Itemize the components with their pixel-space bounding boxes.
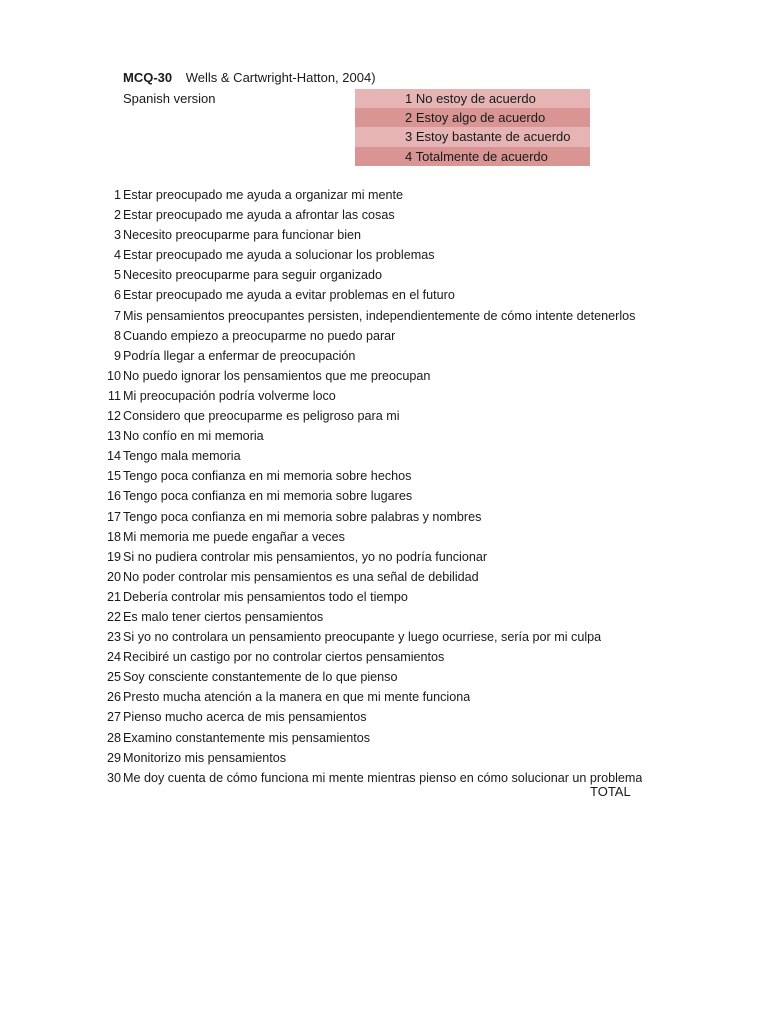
legend-row: 1 No estoy de acuerdo [355, 89, 590, 108]
item-text: Recibiré un castigo por no controlar ciertos pensamientos [123, 650, 445, 665]
item-number: 13 [106, 429, 121, 444]
total-label: TOTAL [590, 784, 631, 799]
item-text: Me doy cuenta de cómo funciona mi mente mientras pienso en cómo solucionar un problema [123, 770, 643, 785]
list-item [0, 728, 768, 748]
item-number: 21 [106, 589, 121, 604]
list-item [0, 245, 768, 265]
item-text: Si no pudiera controlar mis pensamientos, yo no podría funcionar [123, 549, 488, 564]
item-text: Estar preocupado me ayuda a afrontar las cosas [123, 208, 395, 223]
item-text: Tengo mala memoria [123, 449, 241, 464]
list-item [0, 185, 768, 205]
item-text: Estar preocupado me ayuda a organizar mi mente [123, 188, 404, 202]
item-number: 9 [113, 348, 121, 363]
item-text: Necesito preocuparme para funcionar bien [123, 228, 362, 243]
list-item [0, 748, 768, 768]
item-text: Mis pensamientos preocupantes persisten, independientemente de cómo intente detenerlos [123, 308, 636, 323]
item-text: Estar preocupado me ayuda a solucionar los problemas [123, 248, 435, 263]
version-label: Spanish version [123, 91, 216, 106]
questionnaire-citation: Wells & Cartwright-Hatton, 2004) [185, 70, 376, 85]
list-item [0, 547, 768, 567]
item-text: Es malo tener ciertos pensamientos [123, 609, 324, 624]
item-number: 26 [106, 690, 121, 705]
item-text: Si yo no controlara un pensamiento preocupante y luego ocurriese, sería por mi culpa [123, 630, 602, 645]
item-text: Mi memoria me puede engañar a veces [123, 529, 345, 544]
item-number: 16 [106, 489, 121, 504]
item-number: 11 [107, 388, 121, 403]
item-list [0, 185, 768, 788]
item-text: No confío en mi memoria [123, 429, 264, 444]
list-item [0, 446, 768, 466]
item-number: 3 [113, 228, 121, 243]
list-item [0, 346, 768, 366]
item-number: 27 [106, 710, 121, 725]
item-number: 20 [106, 569, 121, 584]
item-number: 28 [106, 730, 121, 745]
item-number: 17 [106, 509, 121, 524]
list-item [0, 607, 768, 627]
list-item [0, 466, 768, 486]
item-number: 29 [106, 750, 121, 765]
list-item [0, 687, 768, 707]
rating-scale-legend [355, 89, 590, 166]
list-item [0, 285, 768, 305]
item-number: 18 [106, 529, 121, 544]
list-item [0, 707, 768, 727]
item-text: Mi preocupación podría volverme loco [123, 388, 336, 403]
item-text: Considero que preocuparme es peligroso para mi [123, 409, 400, 424]
item-number: 19 [106, 549, 121, 564]
list-item [0, 306, 768, 326]
item-text: Cuando empiezo a preocuparme no puedo parar [123, 328, 396, 343]
item-text: Soy consciente constantemente de lo que pienso [123, 670, 398, 685]
item-number: 23 [106, 630, 121, 645]
list-item [0, 225, 768, 245]
list-item [0, 507, 768, 527]
questionnaire-code: MCQ-30 [123, 70, 173, 85]
item-number: 30 [106, 770, 121, 785]
list-item [0, 486, 768, 506]
item-number: 24 [106, 650, 121, 665]
questionnaire-title [123, 70, 376, 85]
list-item [0, 265, 768, 285]
legend-row: 4 Totalmente de acuerdo [355, 147, 590, 166]
item-number: 10 [106, 368, 121, 383]
list-item [0, 326, 768, 346]
list-item [0, 205, 768, 225]
legend-row: 2 Estoy algo de acuerdo [355, 108, 590, 127]
item-number: 4 [113, 248, 121, 263]
item-number: 5 [113, 268, 121, 283]
item-number: 12 [106, 409, 121, 424]
list-item [0, 627, 768, 647]
item-number: 25 [106, 670, 121, 685]
item-text: Podría llegar a enfermar de preocupación [123, 348, 356, 363]
item-number: 1 [113, 188, 121, 202]
item-text: Necesito preocuparme para seguir organizado [123, 268, 383, 283]
item-number: 2 [113, 208, 121, 223]
list-item [0, 366, 768, 386]
item-text: No puedo ignorar los pensamientos que me preocupan [123, 368, 431, 383]
item-text: Tengo poca confianza en mi memoria sobre hechos [123, 469, 412, 484]
item-number: 8 [113, 328, 121, 343]
item-text: No poder controlar mis pensamientos es una señal de debilidad [123, 569, 479, 584]
legend-row: 3 Estoy bastante de acuerdo [355, 127, 590, 146]
list-item [0, 406, 768, 426]
list-item [0, 768, 768, 788]
list-item [0, 527, 768, 547]
item-text: Presto mucha atención a la manera en que mi mente funciona [123, 690, 471, 705]
list-item [0, 647, 768, 667]
item-number: 14 [106, 449, 121, 464]
item-text: Examino constantemente mis pensamientos [123, 730, 371, 745]
list-item [0, 567, 768, 587]
item-text: Debería controlar mis pensamientos todo el tiempo [123, 589, 408, 604]
item-number: 15 [106, 469, 121, 484]
item-text: Tengo poca confianza en mi memoria sobre lugares [123, 489, 413, 504]
list-item [0, 426, 768, 446]
list-item [0, 667, 768, 687]
item-text: Estar preocupado me ayuda a evitar problemas en el futuro [123, 288, 455, 303]
item-text: Monitorizo mis pensamientos [123, 750, 287, 765]
item-text: Tengo poca confianza en mi memoria sobre palabras y nombres [123, 509, 482, 524]
item-number: 7 [113, 308, 121, 323]
list-item [0, 587, 768, 607]
item-number: 6 [113, 288, 121, 303]
item-text: Pienso mucho acerca de mis pensamientos [123, 710, 367, 725]
list-item [0, 386, 768, 406]
item-number: 22 [106, 609, 121, 624]
